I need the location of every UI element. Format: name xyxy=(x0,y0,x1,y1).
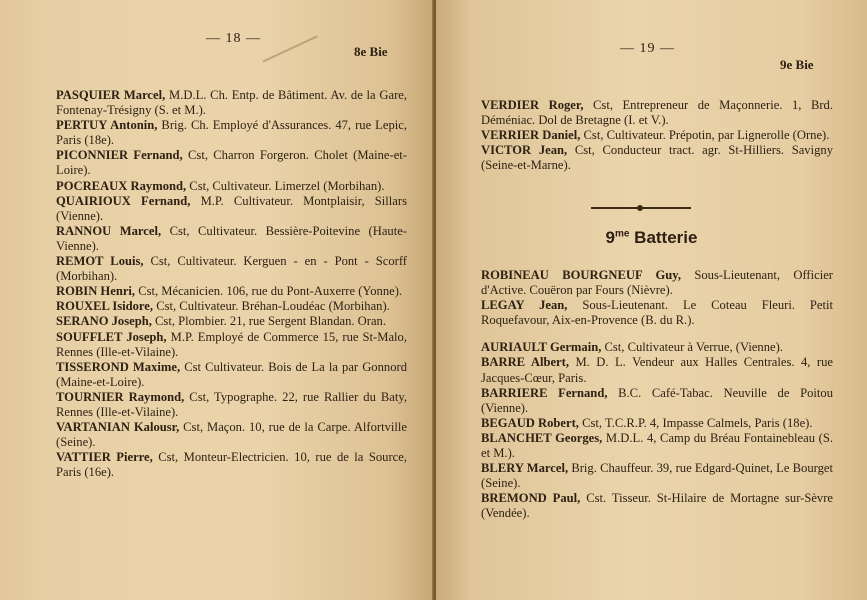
entry xyxy=(481,298,833,328)
entry-name: BARRE Albert, xyxy=(481,355,569,370)
entry xyxy=(56,148,407,178)
entry-details: Cst, Charron Forgeron. Cholet (Maine-et-Loire). xyxy=(56,148,407,178)
entry-list xyxy=(481,98,833,173)
entry xyxy=(481,491,833,521)
entry-name: POCREAUX Raymond, xyxy=(56,178,187,193)
entry-details: Brig. Ch. Employé d'Assurances. 47, rue Lepic, Paris (18e). xyxy=(56,118,407,148)
entry-details: Brig. Chauffeur. 39, rue Edgard-Quinet, Le Bourget (Seine). xyxy=(481,461,833,491)
entry-name: ROBIN Henri, xyxy=(56,284,136,299)
page-number: — 18 — xyxy=(206,31,261,46)
entry xyxy=(56,360,407,390)
entry-details: Cst Cultivateur. Bois de La la par Gonnord (Maine-et-Loire). xyxy=(56,359,407,389)
entry xyxy=(481,386,833,416)
entry-details: Cst, T.C.R.P. 4, Impasse Calmels, Paris (18e). xyxy=(578,415,813,430)
battery-heading xyxy=(436,228,867,248)
section-mark: 9e Bie xyxy=(780,57,814,72)
entry xyxy=(481,461,833,491)
entry-details: M.P. Cultivateur. Montplaisir, Sillars (Vienne). xyxy=(56,193,407,223)
entry xyxy=(56,420,407,450)
entry-name: AURIAULT Germain, xyxy=(481,340,602,355)
entry-name: VARTANIAN Kalousr, xyxy=(56,420,180,435)
battery-heading-number: 9 xyxy=(605,228,615,247)
entry-details: Sous-Lieutenant, Officier d'Active. Couëron par Fours (Nièvre). xyxy=(481,268,833,298)
entry xyxy=(56,224,407,254)
entry xyxy=(56,88,407,118)
entry xyxy=(56,299,407,314)
entry-name: TISSEROND Maxime, xyxy=(56,359,181,374)
entry-details: M. D. L. Vendeur aux Halles Centrales. 4, rue Jacques-Cœur, Paris. xyxy=(481,355,833,385)
entry-details: Sous-Lieutenant. Le Coteau Fleuri. Petit Roquefavour, Aix-en-Provence (B. du R.). xyxy=(481,298,833,328)
spacer xyxy=(481,328,833,340)
entry xyxy=(481,268,833,298)
entry-details: Cst, Cultivateur. Limerzel (Morbihan). xyxy=(186,178,385,193)
entry xyxy=(481,128,833,143)
entry-name: PICONNIER Fernand, xyxy=(56,148,183,163)
entry-details: M.D.L. Ch. Entp. de Bâtiment. Av. de la Gare, Fontenay-Trésigny (S. et M.). xyxy=(56,88,408,118)
entry xyxy=(481,340,833,355)
entry-name: ROBINEAU BOURGNEUF Guy, xyxy=(481,268,682,282)
entry-details: Cst, Typographe. 22, rue Rallier du Baty, Rennes (Ille-et-Vilaine). xyxy=(56,389,407,419)
entry xyxy=(56,118,407,148)
ink-stain xyxy=(262,35,317,62)
entry-details: Cst, Cultivateur à Verrue, (Vienne). xyxy=(601,340,783,355)
entry xyxy=(481,98,833,128)
entry-name: PASQUIER Marcel, xyxy=(56,88,166,102)
entry xyxy=(481,355,833,385)
entry xyxy=(481,416,833,431)
entry-details: Cst, Cultivateur. Kerguen - en - Pont - Scorff (Morbihan). xyxy=(56,254,407,284)
entry-name: PERTUY Antonin, xyxy=(56,118,158,133)
entry-name: SERANO Joseph, xyxy=(56,314,152,329)
entry-details: Cst, Entrepreneur de Maçonnerie. 1, Brd. Déméniac. Dol de Bretagne (I. et V.). xyxy=(481,98,834,128)
entry-details: Cst, Cultivateur. Bessière-Poitevine (Haute-Vienne). xyxy=(56,223,407,253)
entry xyxy=(56,284,407,299)
entry xyxy=(481,431,833,461)
entry-name: ROUXEL Isidore, xyxy=(56,299,154,314)
entry-details: Cst. Tisseur. St-Hilaire de Mortagne sur-Sèvre (Vendée). xyxy=(481,491,833,521)
section-mark: 8e Bie xyxy=(354,44,388,59)
entry-details: Cst, Plombier. 21, rue Sergent Blandan. Oran. xyxy=(151,314,386,329)
entry-details: Cst, Maçon. 10, rue de la Carpe. Alfortville (Seine). xyxy=(56,420,407,450)
entry-name: BLANCHET Georges, xyxy=(481,430,603,445)
entry-name: LEGAY Jean, xyxy=(481,298,568,313)
battery-heading-text: Batterie xyxy=(629,228,698,247)
entry-name: REMOT Louis, xyxy=(56,254,144,269)
entry-details: Cst, Monteur-Electricien. 10, rue de la Source, Paris (16e). xyxy=(56,450,407,480)
entry-details: M.D.L. 4, Camp du Bréau Fontainebleau (S. et M.). xyxy=(481,430,833,461)
entry-name: VERRIER Daniel, xyxy=(481,128,581,143)
entry-name: BLERY Marcel, xyxy=(481,461,569,476)
entry-name: VATTIER Pierre, xyxy=(56,450,153,465)
entry-name: TOURNIER Raymond, xyxy=(56,389,185,404)
entry xyxy=(56,194,407,224)
right-page xyxy=(436,0,867,600)
entry-name: VICTOR Jean, xyxy=(481,143,568,158)
entry xyxy=(56,450,407,480)
entry xyxy=(56,179,407,194)
entry-name: QUAIRIOUX Fernand, xyxy=(56,193,191,208)
entry-details: Cst, Cultivateur. Bréhan-Loudéac (Morbihan). xyxy=(153,299,390,314)
entry-details: Cst, Conducteur tract. agr. St-Hilliers. Savigny (Seine-et-Marne). xyxy=(481,143,833,173)
entry-details: B.C. Café-Tabac. Neuville de Poitou (Vienne). xyxy=(481,385,833,415)
battery-heading-superscript: me xyxy=(614,228,630,240)
entry-list xyxy=(56,88,407,480)
entry-name: RANNOU Marcel, xyxy=(56,223,162,238)
entry-details: Cst, Cultivateur. Prépotin, par Lignerolle (Orne). xyxy=(580,128,830,143)
entry-name: SOUFFLET Joseph, xyxy=(56,329,167,344)
entry xyxy=(481,143,833,173)
page-number: — 19 — xyxy=(620,41,675,56)
entry-name: BEGAUD Robert, xyxy=(481,415,579,430)
section-divider xyxy=(591,207,691,209)
entry xyxy=(56,330,407,360)
entry-details: Cst, Mécanicien. 106, rue du Pont-Auxerre (Yonne). xyxy=(135,284,403,299)
entry-name: BARRIERE Fernand, xyxy=(481,385,608,400)
entry xyxy=(56,314,407,329)
entry-list xyxy=(481,268,833,522)
entry-name: BREMOND Paul, xyxy=(481,491,581,506)
entry xyxy=(56,254,407,284)
entry-details: M.P. Employé de Commerce 15, rue St-Malo, Rennes (Ille-et-Vilaine). xyxy=(56,329,407,359)
entry xyxy=(56,390,407,420)
entry-name: VERDIER Roger, xyxy=(481,98,584,112)
